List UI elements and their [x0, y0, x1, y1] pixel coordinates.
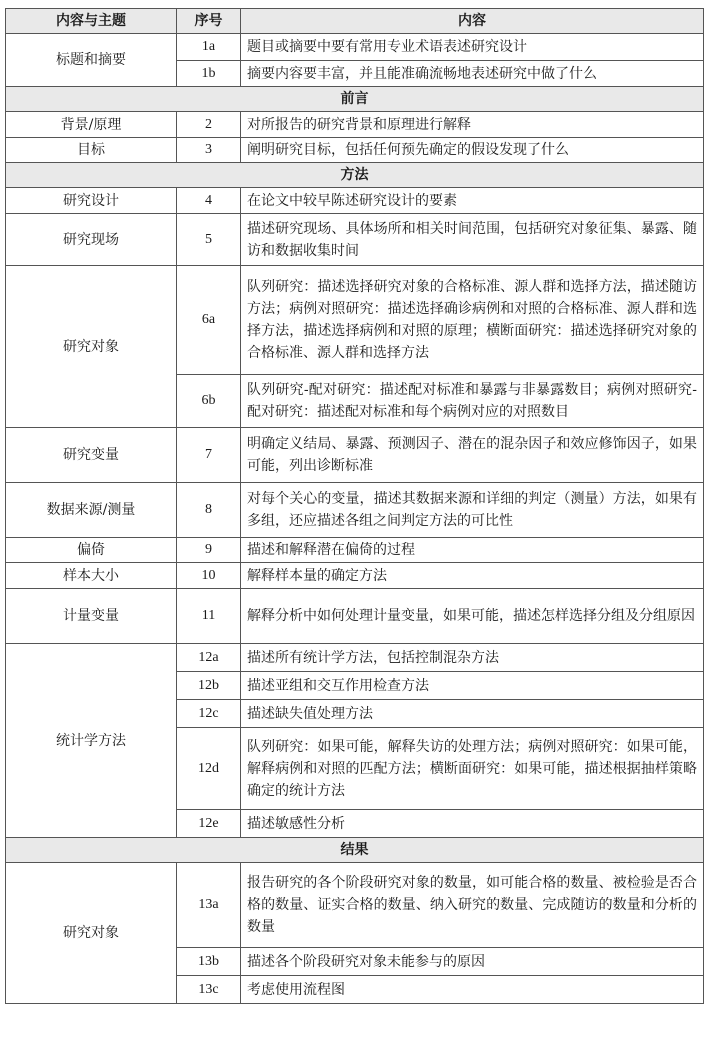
item-number: 11 [177, 589, 241, 644]
item-content: 对每个关心的变量，描述其数据来源和详细的判定（测量）方法，如果有多组，还应描述各组之间判定方法的可比性 [241, 483, 704, 538]
item-content: 描述所有统计学方法，包括控制混杂方法 [241, 644, 704, 672]
topic-cell: 计量变量 [6, 589, 177, 644]
section-title: 结果 [6, 838, 704, 863]
item-content: 队列研究：描述选择研究对象的合格标准、源人群和选择方法，描述随访方法；病例对照研究：描述选择确诊病例和对照的合格标准、源人群和选择方法，描述选择病例和对照的原理；横断面研究：描述选择研究对象的合格标准、源人群和选择方法 [241, 266, 704, 375]
item-content: 描述各个阶段研究对象未能参与的原因 [241, 948, 704, 976]
section-row [6, 163, 704, 188]
table-row [6, 138, 704, 163]
item-number: 4 [177, 188, 241, 214]
topic-cell: 标题和摘要 [6, 34, 177, 87]
table-row [6, 266, 704, 375]
item-number: 12c [177, 700, 241, 728]
table-row [6, 644, 704, 672]
topic-cell: 背景/原理 [6, 112, 177, 138]
section-title: 方法 [6, 163, 704, 188]
section-row [6, 87, 704, 112]
topic-cell: 研究设计 [6, 188, 177, 214]
reporting-checklist-table [5, 8, 704, 1004]
item-number: 8 [177, 483, 241, 538]
item-number: 12d [177, 728, 241, 810]
table-row [6, 188, 704, 214]
item-number: 3 [177, 138, 241, 163]
item-content: 题目或摘要中要有常用专业术语表述研究设计 [241, 34, 704, 61]
item-number: 1b [177, 61, 241, 87]
header-content: 内容 [241, 9, 704, 34]
item-content: 描述研究现场、具体场所和相关时间范围，包括研究对象征集、暴露、随访和数据收集时间 [241, 214, 704, 266]
item-content: 在论文中较早陈述研究设计的要素 [241, 188, 704, 214]
item-number: 6a [177, 266, 241, 375]
item-content: 描述缺失值处理方法 [241, 700, 704, 728]
topic-cell: 研究现场 [6, 214, 177, 266]
item-number: 9 [177, 538, 241, 563]
item-number: 2 [177, 112, 241, 138]
table-row [6, 34, 704, 61]
item-number: 5 [177, 214, 241, 266]
item-content: 解释分析中如何处理计量变量，如果可能，描述怎样选择分组及分组原因 [241, 589, 704, 644]
table-row [6, 589, 704, 644]
item-number: 6b [177, 375, 241, 428]
item-number: 12e [177, 810, 241, 838]
header-row [6, 9, 704, 34]
topic-cell: 研究变量 [6, 428, 177, 483]
item-content: 队列研究-配对研究：描述配对标准和暴露与非暴露数目；病例对照研究-配对研究：描述配对标准和每个病例对应的对照数目 [241, 375, 704, 428]
topic-cell: 研究对象 [6, 863, 177, 1004]
item-content: 考虑使用流程图 [241, 976, 704, 1004]
section-title: 前言 [6, 87, 704, 112]
topic-cell: 研究对象 [6, 266, 177, 428]
topic-cell: 样本大小 [6, 563, 177, 589]
item-number: 12a [177, 644, 241, 672]
topic-cell: 数据来源/测量 [6, 483, 177, 538]
item-number: 13b [177, 948, 241, 976]
item-content: 描述亚组和交互作用检查方法 [241, 672, 704, 700]
table-row [6, 214, 704, 266]
item-content: 队列研究：如果可能，解释失访的处理方法；病例对照研究：如果可能，解释病例和对照的匹配方法；横断面研究：如果可能，描述根据抽样策略确定的统计方法 [241, 728, 704, 810]
item-number: 10 [177, 563, 241, 589]
topic-cell: 统计学方法 [6, 644, 177, 838]
table-row [6, 112, 704, 138]
item-content: 描述和解释潜在偏倚的过程 [241, 538, 704, 563]
header-number: 序号 [177, 9, 241, 34]
table-row [6, 428, 704, 483]
item-content: 摘要内容要丰富，并且能准确流畅地表述研究中做了什么 [241, 61, 704, 87]
table-row [6, 483, 704, 538]
section-row [6, 838, 704, 863]
item-content: 阐明研究目标，包括任何预先确定的假设发现了什么 [241, 138, 704, 163]
item-number: 12b [177, 672, 241, 700]
item-content: 解释样本量的确定方法 [241, 563, 704, 589]
item-number: 7 [177, 428, 241, 483]
item-number: 1a [177, 34, 241, 61]
item-content: 报告研究的各个阶段研究对象的数量，如可能合格的数量、被检验是否合格的数量、证实合格的数量、纳入研究的数量、完成随访的数量和分析的数量 [241, 863, 704, 948]
item-number: 13c [177, 976, 241, 1004]
item-content: 描述敏感性分析 [241, 810, 704, 838]
topic-cell: 目标 [6, 138, 177, 163]
table-row [6, 538, 704, 563]
item-content: 明确定义结局、暴露、预测因子、潜在的混杂因子和效应修饰因子，如果可能，列出诊断标准 [241, 428, 704, 483]
table-body [6, 34, 704, 1004]
topic-cell: 偏倚 [6, 538, 177, 563]
header-topic: 内容与主题 [6, 9, 177, 34]
item-content: 对所报告的研究背景和原理进行解释 [241, 112, 704, 138]
table-row [6, 563, 704, 589]
item-number: 13a [177, 863, 241, 948]
table-row [6, 863, 704, 948]
